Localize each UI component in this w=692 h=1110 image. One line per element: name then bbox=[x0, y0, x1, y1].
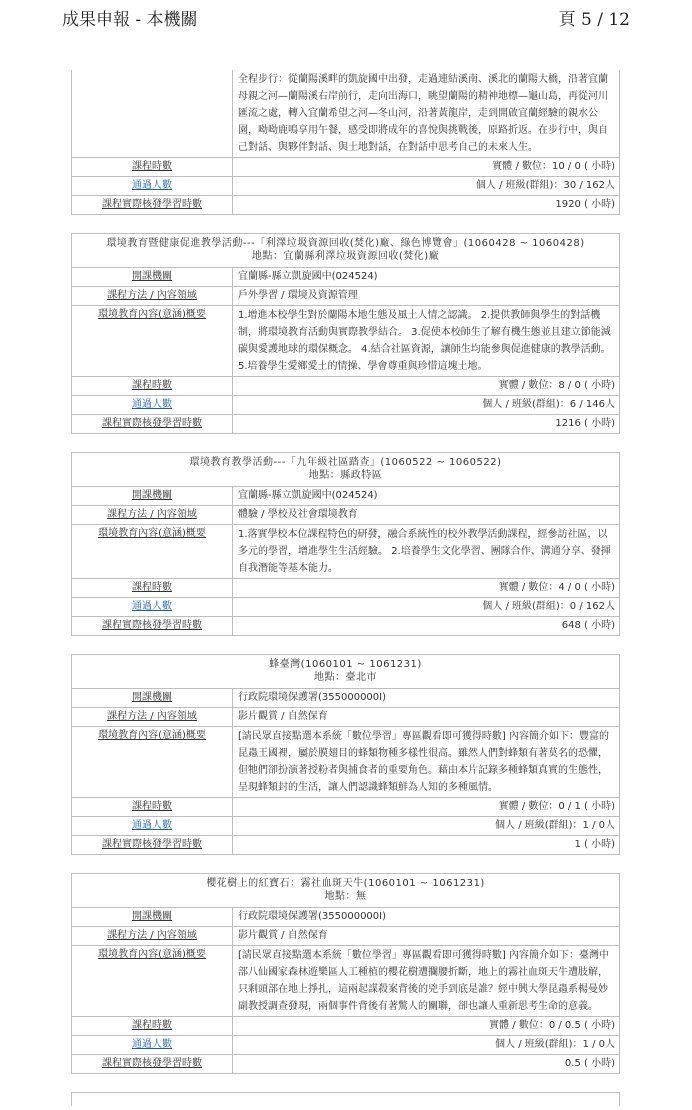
field-label-text: 開課機關 bbox=[132, 911, 172, 922]
field-value: 行政院環境保護署(355000000I) bbox=[238, 692, 387, 703]
table-row bbox=[72, 579, 619, 598]
field-label bbox=[72, 689, 233, 708]
field-label bbox=[72, 177, 233, 196]
field-value: 1216 ( 小時) bbox=[233, 415, 620, 434]
field-label-text: 開課機關 bbox=[132, 490, 172, 501]
field-value: 實體 / 數位：0 / 1 ( 小時) bbox=[233, 798, 620, 817]
field-value: 宜蘭縣-縣立凱旋國中(024524) bbox=[238, 490, 378, 501]
field-label bbox=[72, 598, 233, 617]
field-label-text: 開課機關 bbox=[132, 271, 172, 282]
field-value: 個人 / 班級(群組)：0 / 162人 bbox=[233, 598, 620, 617]
field-value: 宜蘭縣-縣立凱旋國中(024524) bbox=[238, 271, 378, 282]
field-value: 戶外學習 / 環境及資源管理 bbox=[233, 287, 620, 306]
table-row bbox=[72, 525, 619, 579]
activity-block bbox=[71, 233, 620, 434]
table-row bbox=[72, 287, 619, 306]
passed-count-link[interactable]: 通過人數 bbox=[132, 399, 172, 410]
field-label-text: 課程方法 / 內容領域 bbox=[107, 509, 197, 520]
activity-table bbox=[72, 908, 619, 1073]
activity-heading bbox=[72, 234, 619, 268]
field-label bbox=[72, 525, 233, 579]
next-activity-block bbox=[71, 1092, 620, 1106]
field-label bbox=[72, 836, 233, 855]
field-value: 實體 / 數位：8 / 0 ( 小時) bbox=[233, 377, 620, 396]
field-label-text: 環境教育內容(意涵)概要 bbox=[98, 309, 206, 320]
field-label-text: 課程方法 / 內容領域 bbox=[107, 711, 197, 722]
table-row bbox=[72, 177, 619, 196]
activity-location: 地點：縣政特區 bbox=[308, 470, 383, 481]
field-value: 實體 / 數位：0 / 0.5 ( 小時) bbox=[233, 1017, 620, 1036]
activity-table bbox=[72, 268, 619, 433]
activity-location: 地點：臺北市 bbox=[314, 672, 377, 683]
field-value: 全程步行：從蘭陽溪畔的凱旋國中出發，走過連結溪南、溪北的蘭陽大橋，沿著宜蘭母親之河—蘭陽溪右岸前行，走向出海口，眺望蘭陽的精神地標—龜山島，再從河川匯流之處，轉入宜蘭希望之河—冬山河，沿著黃龍岸，走到開啟宜蘭經驗的親水公園，呦呦鹿鳴享用午餐，感受即將成年的喜悅與挑戰後，原路折返。在步行中，與自己對話、與夥伴對話、與土地對話，在對話中思考自己的未來人生。 bbox=[238, 74, 608, 153]
table-row bbox=[72, 836, 619, 855]
table-row bbox=[72, 798, 619, 817]
field-label bbox=[72, 487, 233, 506]
field-value: 個人 / 班級(群組)：6 / 146人 bbox=[233, 396, 620, 415]
field-label-text: 課程實際核發學習時數 bbox=[102, 1058, 202, 1069]
activity-block bbox=[71, 873, 620, 1074]
field-label bbox=[72, 158, 233, 177]
field-label bbox=[72, 377, 233, 396]
field-label bbox=[72, 415, 233, 434]
activity-title: 蜂臺灣(1060101 ~ 1061231) bbox=[269, 659, 422, 670]
activity-heading bbox=[72, 655, 619, 689]
field-label bbox=[72, 946, 233, 1017]
table-row bbox=[72, 196, 619, 215]
field-label bbox=[72, 268, 233, 287]
activity-title: 櫻花樹上的紅寶石：霧社血斑天牛(1060101 ~ 1061231) bbox=[206, 878, 485, 889]
field-value: [請民眾直接點選本系統「數位學習」專區觀看即可獲得時數] 內容簡介如下：臺灣中部八仙國家森林遊樂區人工種植的櫻花樹遭攔腰折斷，地上的霧社血斑天牛遭肢解，只剩頭部在地上掙扎，這兩起謀殺案背後的兇手到底是誰？經中興大學昆蟲系楊曼妙副教授調查發現，兩個事件背後有著驚人的關聯，卻也讓人重新思考生命的意義。 bbox=[233, 946, 620, 1017]
field-label bbox=[72, 70, 233, 158]
table-row bbox=[72, 689, 619, 708]
table-row bbox=[72, 377, 619, 396]
field-label bbox=[72, 1017, 233, 1036]
field-label bbox=[72, 196, 233, 215]
field-label bbox=[72, 1036, 233, 1055]
field-value: 實體 / 數位：10 / 0 ( 小時) bbox=[233, 158, 620, 177]
field-label-text: 課程時數 bbox=[132, 161, 172, 172]
table-row bbox=[72, 708, 619, 727]
table-row bbox=[72, 1017, 619, 1036]
table-row bbox=[72, 598, 619, 617]
field-value: 648 ( 小時) bbox=[233, 617, 620, 636]
field-value: 影片觀賞 / 自然保育 bbox=[233, 927, 620, 946]
field-label-text: 課程實際核發學習時數 bbox=[102, 418, 202, 429]
passed-count-link[interactable]: 通過人數 bbox=[132, 820, 172, 831]
report-title: 成果申報 - 本機關 bbox=[62, 10, 198, 30]
table-row bbox=[72, 268, 619, 287]
field-label-text: 課程時數 bbox=[132, 1020, 172, 1031]
table-row bbox=[72, 1055, 619, 1074]
field-value: [請民眾直接點選本系統「數位學習」專區觀看即可獲得時數] 內容簡介如下：豐富的昆蟲王國裡，屬於膜翅目的蜂類物種多樣性很高。雖然人們對蜂類有著莫名的恐懼，但牠們卻扮演著授粉者與捕食者的重要角色。藉由本片記錄多種蜂類真實的生態性，呈現蜂類封的生活，讓人們認識蜂類鮮為人知的多種風情。 bbox=[233, 727, 620, 798]
table-row bbox=[72, 506, 619, 525]
field-label bbox=[72, 396, 233, 415]
field-label-text: 課程時數 bbox=[132, 582, 172, 593]
activity-list bbox=[71, 70, 620, 1106]
field-label bbox=[72, 287, 233, 306]
field-label bbox=[72, 617, 233, 636]
activity-location: 地點：無 bbox=[324, 891, 367, 902]
passed-count-link[interactable]: 通過人數 bbox=[132, 601, 172, 612]
table-row bbox=[72, 946, 619, 1017]
field-label bbox=[72, 798, 233, 817]
field-value: 個人 / 班級(群組)：30 / 162人 bbox=[233, 177, 620, 196]
table-row bbox=[72, 617, 619, 636]
field-label bbox=[72, 908, 233, 927]
table-row bbox=[72, 817, 619, 836]
activity-table bbox=[72, 70, 619, 214]
field-label-text: 課程實際核發學習時數 bbox=[102, 620, 202, 631]
field-value: 1.增進本校學生對於蘭陽本地生態及風土人情之認識。 2.提供教師與學生的對話機制，將環境教育活動與實際教學結合。 3.促使本校師生了解有機生態並且建立節能減碳與愛護地球的環保概念。 4.結合社區資源，讓師生均能參與促進健康的教學活動。 5.培養學生愛鄉愛土的情操、學會尊重與珍惜這塊土地。 bbox=[233, 306, 620, 377]
field-value: 影片觀賞 / 自然保育 bbox=[233, 708, 620, 727]
field-label bbox=[72, 1055, 233, 1074]
field-label-text: 課程方法 / 內容領域 bbox=[107, 930, 197, 941]
passed-count-link[interactable]: 通過人數 bbox=[132, 1039, 172, 1050]
field-label bbox=[72, 579, 233, 598]
table-row bbox=[72, 158, 619, 177]
field-label-text: 課程方法 / 內容領域 bbox=[107, 290, 197, 301]
field-label-text: 開課機關 bbox=[132, 692, 172, 703]
field-value: 體驗 / 學校及社會環境教育 bbox=[233, 506, 620, 525]
activity-title: 環境教育暨健康促進教學活動---「利澤垃圾資源回收(焚化)廠、綠色博覽會」(1060428 ~ 1060428) bbox=[106, 238, 585, 249]
activity-table bbox=[72, 689, 619, 854]
field-label-text: 環境教育內容(意涵)概要 bbox=[98, 528, 206, 539]
table-row bbox=[72, 927, 619, 946]
activity-heading bbox=[72, 874, 619, 908]
table-row bbox=[72, 487, 619, 506]
table-row bbox=[72, 70, 619, 158]
field-label-text: 環境教育內容(意涵)概要 bbox=[98, 730, 206, 741]
field-value: 個人 / 班級(群組)：1 / 0人 bbox=[233, 817, 620, 836]
activity-block bbox=[71, 70, 620, 215]
field-label-text: 課程時數 bbox=[132, 380, 172, 391]
field-label-text: 課程時數 bbox=[132, 801, 172, 812]
field-label bbox=[72, 727, 233, 798]
field-value: 行政院環境保護署(355000000I) bbox=[238, 911, 387, 922]
field-label bbox=[72, 506, 233, 525]
activity-block bbox=[71, 452, 620, 636]
page-indicator: 頁 5 / 12 bbox=[558, 10, 630, 30]
field-value: 1.落實學校本位課程特色的研發，融合系統性的校外教學活動課程，經參訪社區，以多元的學習，增進學生生活經驗。 2.培養學生文化學習、團隊合作、溝通分享、發揮自我潛能等基本能力。 bbox=[233, 525, 620, 579]
field-value: 實體 / 數位：4 / 0 ( 小時) bbox=[233, 579, 620, 598]
table-row bbox=[72, 306, 619, 377]
activity-location: 地點：宜蘭縣利澤垃圾資源回收(焚化)廠 bbox=[251, 251, 440, 262]
activity-heading bbox=[72, 453, 619, 487]
field-label bbox=[72, 817, 233, 836]
field-label-text: 環境教育內容(意涵)概要 bbox=[98, 949, 206, 960]
activity-block bbox=[71, 654, 620, 855]
field-label bbox=[72, 306, 233, 377]
activity-table bbox=[72, 487, 619, 635]
field-label bbox=[72, 927, 233, 946]
table-row bbox=[72, 396, 619, 415]
activity-title: 環境教育教學活動---「九年級社區踏查」(1060522 ~ 1060522) bbox=[189, 457, 502, 468]
page-header bbox=[0, 0, 692, 30]
field-value: 1 ( 小時) bbox=[233, 836, 620, 855]
table-row bbox=[72, 415, 619, 434]
table-row bbox=[72, 727, 619, 798]
field-label-text: 課程實際核發學習時數 bbox=[102, 839, 202, 850]
field-value: 1920 ( 小時) bbox=[233, 196, 620, 215]
field-value: 個人 / 班級(群組)：1 / 0人 bbox=[233, 1036, 620, 1055]
table-row bbox=[72, 908, 619, 927]
field-value: 0.5 ( 小時) bbox=[233, 1055, 620, 1074]
field-label bbox=[72, 708, 233, 727]
passed-count-link[interactable]: 通過人數 bbox=[132, 180, 172, 191]
table-row bbox=[72, 1036, 619, 1055]
field-label-text: 課程實際核發學習時數 bbox=[102, 199, 202, 210]
